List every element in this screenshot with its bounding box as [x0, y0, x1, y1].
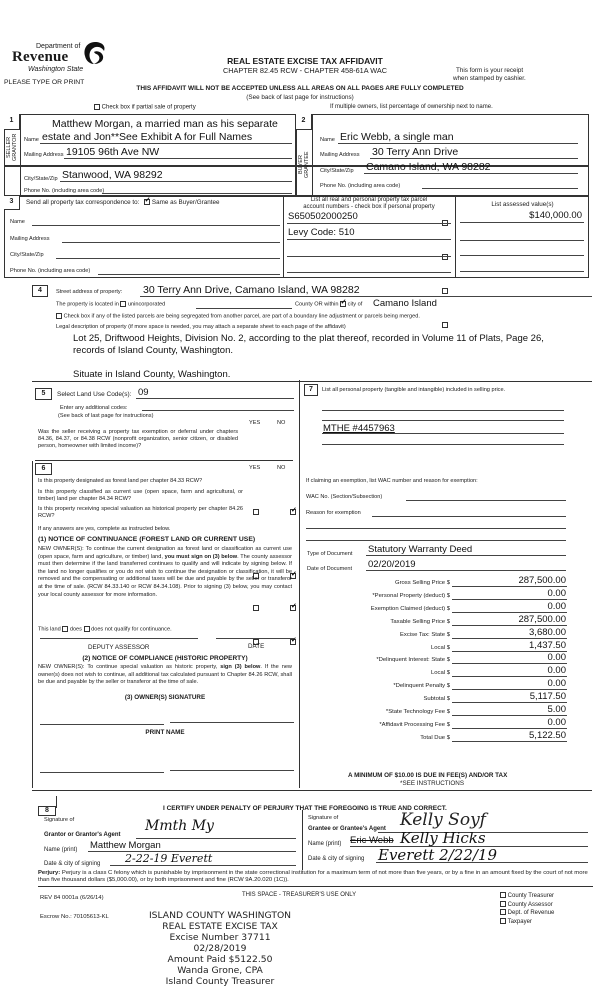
stamp-line: Island County Treasurer [165, 976, 275, 987]
notice-compliance-title: (2) NOTICE OF COMPLIANCE (HISTORIC PROPERTY) [82, 655, 248, 662]
see-instructions-note: *SEE INSTRUCTIONS [400, 780, 465, 787]
tax-row-label: *Delinquent Penalty $ [393, 683, 450, 690]
treasurer-use-label: THIS SPACE - TREASURER'S USE ONLY [242, 892, 357, 898]
corr-phone-label: Phone No. (including area code) [10, 268, 91, 274]
tax-row-value[interactable]: 5.00 [547, 704, 566, 715]
copy-county-treasurer[interactable]: County Treasurer [500, 892, 554, 901]
land-use-yes-header: YES [249, 420, 261, 426]
tax-row-label: *Personal Property (deduct) $ [372, 592, 450, 599]
corr-city-label: City/State/Zip [10, 252, 44, 258]
exemption-reason-field[interactable] [372, 516, 566, 517]
unincorporated-checkbox[interactable] [120, 301, 126, 307]
buyer-name-label: Name [320, 137, 335, 143]
partial-sale-checkbox[interactable] [94, 104, 100, 110]
grantee-date-label: Date & city of signing [308, 856, 365, 862]
qualify-does-checkbox[interactable] [62, 626, 68, 632]
legal-description-line3: Situate in Island County, Washington. [73, 369, 231, 380]
parcel-number-field[interactable] [287, 272, 451, 273]
section-6-number: 6 [35, 463, 52, 475]
stamp-line: Wanda Grone, CPA [177, 965, 263, 976]
warning-text: THIS AFFIDAVIT WILL NOT BE ACCEPTED UNLESS ALL AREAS ON ALL PAGES ARE FULLY COMPLETED [136, 85, 464, 92]
copy-distribution [500, 892, 554, 926]
tax-row-value[interactable]: 3,680.00 [529, 626, 566, 638]
grantor-name-label: Name (print) [44, 847, 78, 853]
buyer-phone-label: Phone No. (including area code) [320, 183, 401, 189]
certification-statement: I CERTIFY UNDER PENALTY OF PERJURY THAT THE FOREGOING IS TRUE AND CORRECT. [163, 805, 447, 812]
location-row: The property is located in unincorporated [56, 301, 166, 308]
seller-name-line1: Matthew Morgan, a married man as his separate [52, 118, 278, 130]
perjury-notice: Perjury: Perjury is a class C felony which is punishable by imprisonment in the state correctional institution for a maximum term of not more than five years, or by a fine in an amount fixed by the court of not more than five thousand dollars ($5,000.00), or by both imprisonment and fine (RCW 9A.20.020 (1C)). [38, 870, 588, 884]
seller-address-label: Mailing Address [24, 152, 64, 158]
segregation-row: Check box if any of the listed parcels are being segregated from another parcel, are part of a boundary line adjustment or parcels being merged. [56, 313, 420, 319]
stamp-line: Excise Number 37711 [169, 932, 271, 943]
additional-codes-label: Enter any additional codes: [60, 405, 128, 411]
tax-row-label: *Delinquent Interest: State $ [376, 657, 450, 664]
tax-row-value[interactable]: 0.00 [547, 716, 566, 728]
personal-property-line[interactable] [322, 420, 564, 421]
parcel-header: List all real and personal property tax parcel account numbers - check box if personal property [303, 197, 435, 210]
form-title: REAL ESTATE EXCISE TAX AFFIDAVIT [227, 56, 383, 66]
assessed-value-field[interactable] [460, 240, 584, 241]
parcel-number-field[interactable]: S6505020002​50 [288, 211, 358, 222]
assessed-value-field[interactable] [460, 255, 584, 256]
section-1-number: 1 [4, 114, 20, 130]
tax-row-label: Gross Selling Price $ [394, 580, 450, 586]
designation-question: Is this property designated as forest land per chapter 84.33 RCW? ✓ [0, 90, 600, 108]
grantee-name-struck: Eric Webb [350, 835, 394, 846]
seller-city-label: City/State/Zip [24, 176, 58, 182]
parcel-number-field[interactable] [287, 256, 451, 257]
additional-codes-note: (See back of last page for instructions) [58, 413, 154, 419]
grantee-signature[interactable]: Kelly Soyf [400, 810, 486, 830]
tax-row-label: Local $ [431, 644, 450, 651]
personal-property-line[interactable] [322, 410, 564, 411]
copy-county-assessor[interactable]: County Assessor [500, 901, 554, 910]
tax-row-label: Local $ [431, 670, 450, 677]
owner-signature-field-2[interactable] [170, 722, 294, 723]
seller-city-field[interactable]: Stanwood, WA 98292 [62, 169, 163, 181]
street-label: Street address of property: [56, 289, 123, 295]
section-4-number: 4 [32, 285, 48, 297]
correspondence-label: Send all property tax correspondence to: [26, 199, 140, 206]
print-name-label: PRINT NAME [145, 729, 185, 736]
section-2-number: 2 [296, 114, 312, 130]
receipt-note-2: when stamped by cashier. [453, 75, 526, 82]
buyer-city-field[interactable]: Camano Island, WA 98282 [366, 161, 491, 173]
document-date-label: Date of Document [307, 566, 353, 572]
document-date-field[interactable]: 02/20/2019 [368, 559, 416, 570]
deputy-assessor-label: DEPUTY ASSESSOR [88, 644, 150, 651]
exemption-reason-line-3[interactable] [306, 540, 566, 541]
treasurer-stamp [130, 910, 310, 987]
city-of-row: County OR within ✓ city of [295, 301, 362, 307]
designation-question: Is this property receiving special valuation as historical property per chapter 84.26 RCW? ✓ [0, 126, 600, 144]
copy-taxpayer[interactable]: Taxpayer [500, 918, 554, 927]
logo-state-text: Washington State [28, 66, 84, 73]
logo-dept-text: Department of [36, 43, 81, 50]
form-revision: REV 84 0001a (6/26/14) [40, 895, 104, 901]
street-field[interactable]: 30 Terry Ann Drive, Camano Island, WA 98282 [143, 284, 360, 296]
designation-question: Is this property classified as current use (open space, farm and agricultural, or timber) land per chapter 84.34 RCW? ✓ [0, 108, 600, 126]
tax-row-value[interactable]: 0.00 [547, 587, 566, 599]
assessor-date-label: DATE [248, 643, 265, 650]
current-use-no-checkbox[interactable] [290, 605, 296, 611]
personal-property-label: List all personal property (tangible and intangible) included in selling price. [322, 387, 506, 393]
tax-row-label: Total Due $ [420, 734, 450, 741]
receipt-note-1: This form is your receipt [456, 67, 524, 74]
logo-revenue-text: Revenue [12, 49, 69, 65]
designation-yes-header: YES [249, 465, 261, 471]
personal-property-checkbox[interactable] [442, 288, 448, 294]
grantee-date-field[interactable]: Everett 2/22/19 [378, 846, 497, 864]
wac-label: WAC No. (Section/Subsection) [306, 494, 383, 500]
tax-row-label: Exemption Claimed (deduct) $ [370, 605, 450, 612]
corr-name-field[interactable] [32, 225, 280, 226]
land-use-no-header: NO [277, 420, 286, 426]
section-8-number: 8 [38, 806, 56, 816]
instructions-note: (See back of last page for instructions) [246, 94, 354, 101]
owner-signature-title: (3) OWNER(S) SIGNATURE [124, 694, 206, 701]
copy-dept-revenue[interactable]: Dept. of Revenue [500, 909, 554, 918]
buyer-city-label: City/State/Zip [320, 168, 354, 174]
print-name-field-2[interactable] [170, 770, 294, 771]
grantee-name-label: Name (print) [308, 841, 342, 847]
land-use-code-field[interactable]: 09 [138, 387, 149, 398]
tax-row-value[interactable]: 1,437.50 [529, 639, 566, 651]
tax-row-value[interactable]: 0.00 [547, 678, 566, 690]
tax-row-value[interactable]: 287,500.00 [518, 575, 566, 586]
legal-description-line1: Lot 25, Driftwood Heights, Division No. 2, according to the plat thereof, recorded in Volume 11 of Plats, Page 26, [73, 333, 544, 344]
same-as-buyer-checkbox[interactable] [144, 199, 150, 205]
exemption-claim-label: If claiming an exemption, list WAC number and reason for exemption: [306, 478, 478, 484]
wac-field[interactable] [406, 500, 566, 501]
exemption-reason-line-2[interactable] [306, 528, 566, 529]
seller-name-label: Name [24, 137, 39, 143]
current-use-yes-checkbox[interactable] [253, 605, 259, 611]
seller-phone-label: Phone No. (including area code) [24, 188, 105, 194]
grantor-sig-label-1: Signature of [44, 817, 75, 823]
designation-no-header: NO [277, 465, 286, 471]
personal-property-line[interactable] [322, 444, 564, 445]
tax-row-value[interactable]: 0.00 [547, 665, 566, 677]
notice-continuance-text: NEW OWNER(S): To continue the current designation as forest land or classification as current use (open space, farm and agriculture, or timber) land, you must sign on (3) below. The county assessor must then determine if the land transferred continues to qualify and will indicate by signing below. If the land no longer qualifies or you do not wish to continue the designation or classification, it will be removed and the compensating or additional taxes will be due and payable by the seller or transferor at the time of sale. (RCW 84.33.140 or RCW 84.34.108). Prior to signing (3) below, you may contact your local county assessor for more information. [38, 546, 292, 598]
section-3-number: 3 [4, 196, 20, 210]
escrow-row: Escrow No.: 70105613-KL [40, 914, 109, 920]
additional-codes-field[interactable] [142, 410, 294, 411]
tax-row-value[interactable]: 5,122.50 [529, 729, 566, 741]
parcel-number-field[interactable]: Levy Code: 510 [288, 227, 355, 238]
grantee-sig-label-1: Signature of [308, 815, 339, 821]
grantor-name-field[interactable]: Matthew Morgan [90, 840, 161, 851]
tax-row-value[interactable]: 5,117.50 [529, 691, 566, 703]
buyer-address-label: Mailing Address [320, 152, 360, 158]
if-yes-note: If any answers are yes, complete as instructed below. [38, 526, 171, 532]
segregation-checkbox[interactable] [56, 313, 62, 319]
seller-name-line2[interactable]: estate and Jon**See Exhibit A for Full Names [42, 131, 253, 143]
buyer-phone-field[interactable] [422, 188, 578, 189]
land-use-label: Select Land Use Code(s): [57, 391, 132, 398]
deputy-assessor-signature[interactable] [40, 638, 198, 639]
corr-address-field[interactable] [62, 242, 280, 243]
owner-signature-field-1[interactable] [40, 724, 164, 725]
same-as-buyer-label: Same as Buyer/Grantee [151, 199, 220, 206]
grantor-signature[interactable]: Mmth My [145, 818, 214, 834]
corr-name-label: Name [10, 219, 25, 225]
section-7-number: 7 [304, 384, 318, 396]
dor-logo [8, 38, 128, 78]
qualify-does-not-checkbox[interactable] [84, 626, 90, 632]
print-name-field-1[interactable] [40, 772, 164, 773]
personal-property-checkbox[interactable] [442, 322, 448, 328]
assessor-date-field[interactable] [216, 638, 294, 639]
form-subtitle: CHAPTER 82.45 RCW - CHAPTER 458-61A WAC [223, 66, 387, 75]
legal-description-label: Legal description of property (if more space is needed, you may attach a separate sheet to each page of the affidavit) [56, 324, 346, 330]
tax-row-label: Taxable Selling Price $ [390, 618, 450, 625]
partial-sale-row [94, 104, 196, 111]
qualify-row: This land does does not qualify for continuance. [38, 626, 172, 633]
assessed-value-field[interactable] [460, 271, 584, 272]
dor-swirl-icon [82, 40, 108, 66]
partial-sale-label: Check box if partial sale of property [101, 104, 196, 111]
assessed-value-field[interactable]: $140,000.00 [529, 210, 582, 221]
seller-grantor-label: SELLER GRANTOR [6, 133, 18, 161]
exemption-reason-label: Reason for exemption [306, 510, 361, 516]
grantee-name-field[interactable]: Kelly Hicks [400, 829, 486, 847]
document-type-label: Type of Document [307, 551, 353, 557]
city-field[interactable]: Camano Island [373, 298, 437, 309]
buyer-address-field[interactable]: 30 Terry Ann Drive [372, 146, 459, 158]
legal-description-line2: records of Island County, Washington. [73, 345, 233, 356]
buyer-name-field[interactable]: Eric Webb, a single man [340, 131, 454, 143]
notice-compliance-text: NEW OWNER(S): To continue special valuation as historic property, sign (3) below. If the new owner(s) does not wish to continue, all additional tax calculated pursuant to Chapter 84.26 RCW, shall be due and payable by the seller or transferor at the time of sale. [38, 664, 292, 686]
assessed-header: List assessed value(s) [491, 201, 554, 208]
exemption-question: Was the seller receiving a property tax exemption or deferral under chapters 84.36, 84.37, or 84.38 RCW (nonprofit organization, senior citizen, or disabled person, homeowner with limited income)? [38, 429, 238, 450]
unincorporated-county-field[interactable] [196, 308, 292, 309]
tax-row-label: Subtotal $ [423, 696, 450, 703]
corr-city-field[interactable] [56, 258, 280, 259]
tax-row-value[interactable]: 0.00 [547, 600, 566, 612]
section-5-number: 5 [35, 388, 52, 400]
minimum-due-note: A MINIMUM OF $10.00 IS DUE IN FEE(S) AND/OR TAX [348, 772, 508, 779]
escrow-number: 70105613-KL [73, 914, 109, 920]
document-type-field[interactable]: Statutory Warranty Deed [368, 544, 473, 555]
tax-row-value[interactable]: 287,500.00 [518, 613, 566, 625]
corr-phone-field[interactable] [98, 274, 280, 275]
multiple-owners-note: If multiple owners, list percentage of ownership next to name. [330, 104, 493, 110]
grantor-sig-label-2: Grantor or Grantor's Agent [44, 832, 121, 838]
personal-property-field[interactable]: MTHE #4457963 [323, 423, 395, 434]
stamp-line: REAL ESTATE EXCISE TAX [162, 921, 278, 932]
stamp-line: ISLAND COUNTY WASHINGTON [148, 910, 292, 921]
grantor-date-label: Date & city of signing [44, 861, 101, 867]
city-checkbox[interactable] [340, 301, 346, 307]
grantee-sig-label-2: Grantee or Grantee's Agent [308, 826, 386, 832]
tax-row-value[interactable]: 0.00 [547, 652, 566, 664]
seller-phone-field[interactable] [102, 193, 292, 194]
stamp-line: Amount Paid $5122.50 [167, 954, 273, 965]
notice-continuance-title: (1) NOTICE OF CONTINUANCE (FOREST LAND OR CURRENT USE) [38, 536, 256, 543]
tax-row-label: *Affidavit Processing Fee $ [379, 721, 450, 728]
historic-no-checkbox[interactable] [290, 639, 296, 645]
grantor-date-field[interactable]: 2-22-19 Everett [125, 852, 213, 865]
tax-row-label: *State Technology Fee $ [385, 709, 450, 715]
buyer-grantee-label: BUYER GRANTEE [298, 151, 310, 179]
correspondence-row [26, 199, 219, 206]
seller-address-field[interactable]: 19105 96th Ave NW [66, 146, 160, 158]
stamp-line: 02/28/2019 [193, 943, 247, 954]
tax-row-label: Excise Tax: State $ [400, 631, 450, 638]
please-type-text: PLEASE TYPE OR PRINT [4, 79, 85, 86]
corr-address-label: Mailing Address [10, 236, 50, 242]
